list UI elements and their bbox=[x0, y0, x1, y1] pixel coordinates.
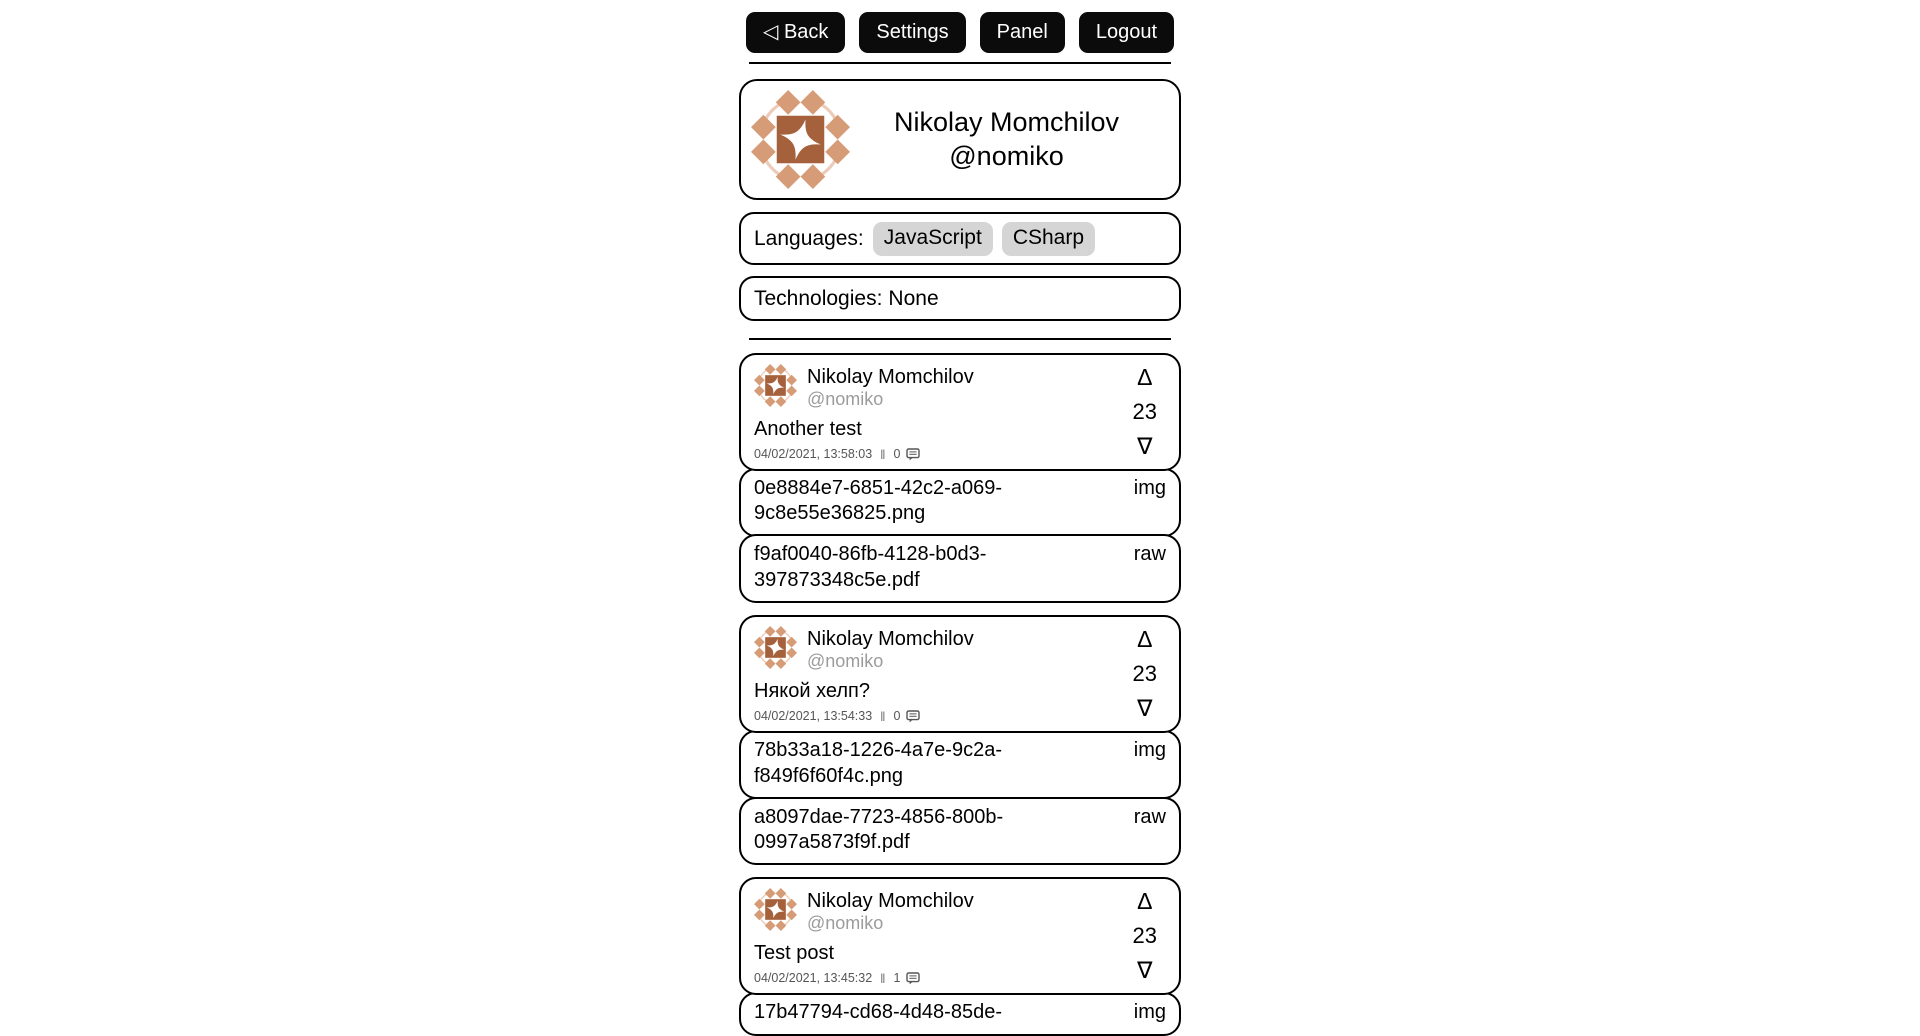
profile-name: Nikolay Momchilov bbox=[893, 106, 1120, 137]
post-meta bbox=[754, 971, 1099, 986]
attachment-row[interactable] bbox=[739, 992, 1181, 1035]
profile-card bbox=[739, 79, 1181, 200]
attachment-list bbox=[739, 468, 1181, 603]
meta-separator: ‖ bbox=[880, 708, 886, 724]
identicon-avatar-graphic bbox=[751, 90, 850, 189]
post-author-row bbox=[754, 888, 1099, 935]
logout-button[interactable]: Logout bbox=[1079, 12, 1174, 53]
downvote-button[interactable]: ∇ bbox=[1137, 432, 1153, 459]
upvote-button[interactable]: Δ bbox=[1137, 626, 1153, 653]
attachment-list bbox=[739, 992, 1181, 1035]
post-author-name: Nikolay Momchilov bbox=[807, 366, 974, 388]
comment-count: 0 bbox=[893, 447, 901, 462]
post-card bbox=[739, 615, 1181, 865]
languages-label: Languages: bbox=[754, 226, 864, 250]
post-timestamp: 04/02/2021, 13:54:33 bbox=[754, 709, 873, 724]
post-author-avatar bbox=[754, 888, 797, 931]
vote-count: 23 bbox=[1132, 398, 1157, 424]
post-card bbox=[739, 877, 1181, 1035]
attachment-filename: 17b47794-cd68-4d48-85de- bbox=[754, 1001, 1002, 1024]
languages-card bbox=[739, 212, 1181, 265]
vote-count: 23 bbox=[1132, 923, 1157, 949]
post-author-avatar bbox=[754, 626, 797, 669]
vote-count: 23 bbox=[1132, 660, 1157, 686]
upvote-button[interactable]: Δ bbox=[1137, 888, 1153, 915]
vote-controls bbox=[1133, 628, 1157, 720]
post-header[interactable] bbox=[739, 353, 1181, 471]
comments-icon bbox=[906, 972, 920, 985]
comments-icon bbox=[906, 710, 920, 723]
post-title: Някой хелп? bbox=[754, 679, 870, 702]
attachment-type-label: raw bbox=[1133, 805, 1166, 828]
profile-page bbox=[739, 0, 1181, 1036]
identicon-avatar-graphic bbox=[754, 626, 797, 669]
attachment-filename: 0e8884e7-6851-42c2-a069-9c8e55e36825.png bbox=[754, 477, 1002, 525]
profile-handle: @nomiko bbox=[949, 140, 1064, 171]
identicon-avatar-graphic bbox=[754, 364, 797, 407]
language-pills bbox=[873, 222, 1095, 256]
post-author-avatar bbox=[754, 364, 797, 407]
posts-list bbox=[739, 353, 1181, 1036]
technologies-label: Technologies: bbox=[754, 286, 883, 310]
attachment-filename: f9af0040-86fb-4128-b0d3-397873348c5e.pdf bbox=[754, 543, 987, 591]
attachment-filename: 78b33a18-1226-4a7e-9c2a-f849f6f60f4c.png bbox=[754, 739, 1002, 787]
toolbar-divider bbox=[749, 62, 1171, 64]
post-author-row bbox=[754, 626, 1099, 673]
settings-button[interactable]: Settings bbox=[859, 12, 965, 53]
attachment-row[interactable] bbox=[739, 797, 1181, 866]
attachment-row[interactable] bbox=[739, 534, 1181, 603]
back-button[interactable]: ◁ Back bbox=[746, 12, 845, 53]
vote-controls bbox=[1133, 366, 1157, 458]
post-author-handle: @nomiko bbox=[807, 651, 884, 672]
downvote-button[interactable]: ∇ bbox=[1137, 694, 1153, 721]
post-author-name: Nikolay Momchilov bbox=[807, 890, 974, 913]
posts-divider bbox=[749, 338, 1171, 340]
post-author-row bbox=[754, 364, 1099, 411]
post-timestamp: 04/02/2021, 13:58:03 bbox=[754, 447, 873, 462]
attachment-type-label: img bbox=[1133, 739, 1166, 762]
language-tag: JavaScript bbox=[873, 222, 993, 256]
profile-avatar bbox=[751, 90, 850, 189]
post-title: Another test bbox=[754, 417, 862, 440]
attachment-filename: a8097dae-7723-4856-800b-0997a5873f9f.pdf bbox=[754, 805, 1004, 853]
downvote-button[interactable]: ∇ bbox=[1137, 956, 1153, 983]
attachment-type-label: img bbox=[1133, 1001, 1166, 1024]
post-author-names bbox=[807, 626, 974, 673]
profile-names bbox=[850, 106, 1163, 174]
meta-separator: ‖ bbox=[880, 970, 886, 986]
language-tag: CSharp bbox=[1002, 222, 1095, 256]
comment-count: 1 bbox=[893, 971, 901, 986]
post-meta bbox=[754, 447, 1099, 462]
attachment-row[interactable] bbox=[739, 468, 1181, 537]
post-author-name: Nikolay Momchilov bbox=[807, 628, 974, 651]
post-title: Test post bbox=[754, 941, 835, 964]
post-header[interactable] bbox=[739, 877, 1181, 995]
post-meta bbox=[754, 709, 1099, 724]
technologies-card bbox=[739, 276, 1181, 321]
attachment-type-label: raw bbox=[1133, 543, 1166, 566]
comments-icon bbox=[906, 448, 920, 461]
post-author-names bbox=[807, 364, 974, 411]
top-toolbar bbox=[739, 12, 1181, 53]
upvote-button[interactable]: Δ bbox=[1137, 364, 1153, 390]
attachment-row[interactable] bbox=[739, 730, 1181, 799]
attachment-list bbox=[739, 730, 1181, 865]
technologies-value: None bbox=[888, 286, 939, 310]
comment-count: 0 bbox=[893, 709, 901, 724]
panel-button[interactable]: Panel bbox=[980, 12, 1065, 53]
post-author-handle: @nomiko bbox=[807, 389, 884, 409]
post-card bbox=[739, 353, 1181, 603]
vote-controls bbox=[1133, 890, 1157, 982]
meta-separator: ‖ bbox=[880, 446, 886, 462]
post-header[interactable] bbox=[739, 615, 1181, 733]
post-author-handle: @nomiko bbox=[807, 913, 884, 934]
post-timestamp: 04/02/2021, 13:45:32 bbox=[754, 971, 873, 986]
identicon-avatar-graphic bbox=[754, 888, 797, 931]
attachment-type-label: img bbox=[1133, 477, 1166, 500]
post-author-names bbox=[807, 888, 974, 935]
